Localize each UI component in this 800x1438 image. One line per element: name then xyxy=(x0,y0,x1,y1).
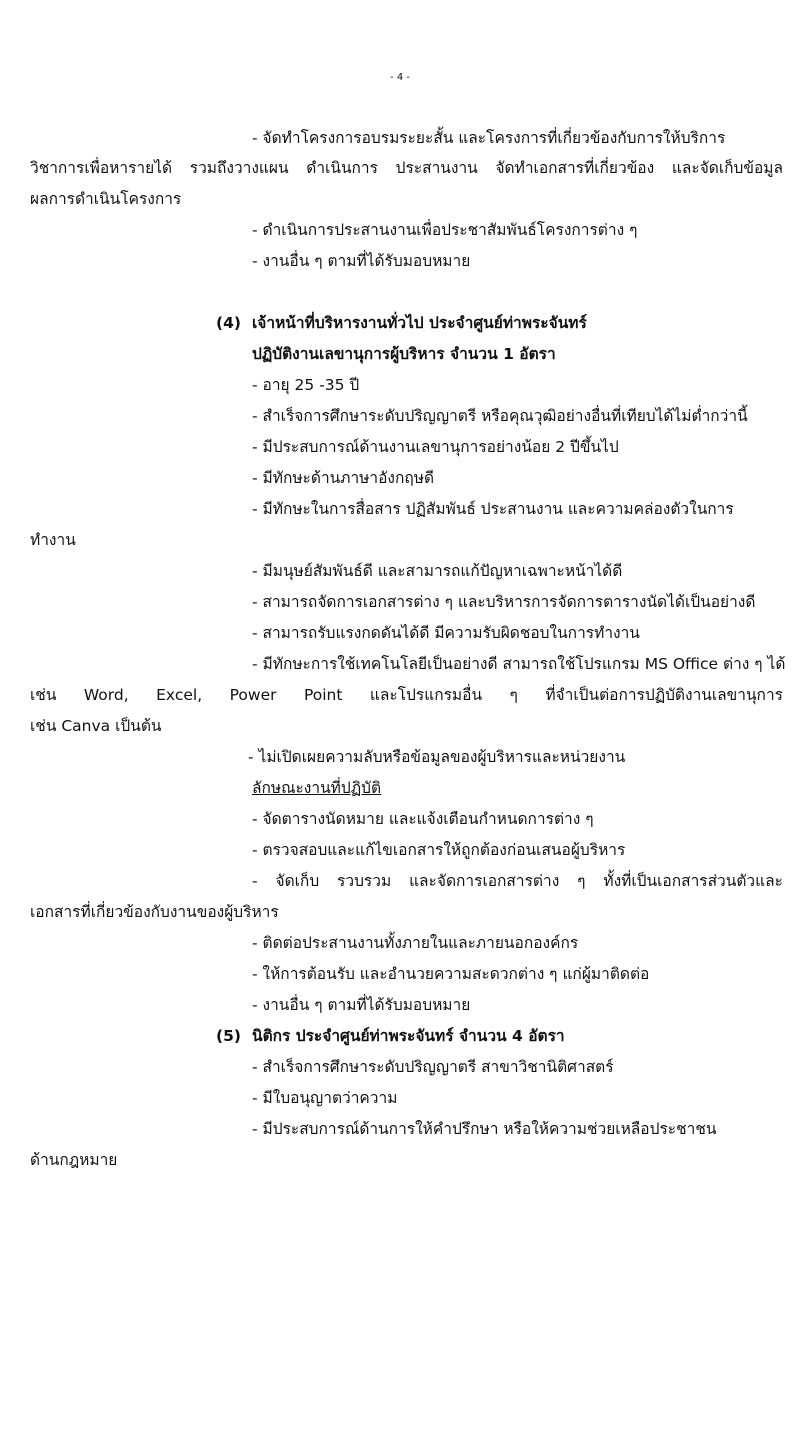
duty-item: - ให้การต้อนรับ และอำนวยความสะดวกต่าง ๆ แก่ผู้มาติดต่อ xyxy=(252,965,650,983)
duty-item-continuation xyxy=(30,158,783,178)
duty-item: - จัดตารางนัดหมาย และแจ้งเตือนกำหนดการต่าง ๆ xyxy=(252,810,594,828)
text-word: ทั้งที่เป็นเอกสารส่วนตัวและ xyxy=(603,872,783,890)
page-number: - 4 - xyxy=(390,72,410,83)
qualification-item: - มีมนุษย์สัมพันธ์ดี และสามารถแก้ปัญหาเฉพาะหน้าได้ดี xyxy=(252,562,623,580)
text-word: - xyxy=(252,872,258,890)
position-title: นิติกร ประจำศูนย์ท่าพระจันทร์ จำนวน 4 อัตรา xyxy=(252,1027,565,1045)
text-word: ประสานงาน xyxy=(395,159,478,177)
qualification-item: - มีใบอนุญาตว่าความ xyxy=(252,1089,398,1107)
position-number: (4) xyxy=(216,314,241,332)
text-word: และโปรแกรมอื่น xyxy=(369,686,483,704)
qualification-item: - มีทักษะในการสื่อสาร ปฏิสัมพันธ์ ประสานงาน และความคล่องตัวในการ xyxy=(252,500,734,518)
text-word: และจัดเก็บข้อมูล xyxy=(671,159,783,177)
text-word: และจัดการเอกสารต่าง xyxy=(409,872,560,890)
qualification-item: - สามารถรับแรงกดดันได้ดี มีความรับผิดชอบในการทำงาน xyxy=(252,624,640,642)
qualification-item: - สามารถจัดการเอกสารต่าง ๆ และบริหารการจัดการตารางนัดได้เป็นอย่างดี xyxy=(252,593,756,611)
duty-item: - งานอื่น ๆ ตามที่ได้รับมอบหมาย xyxy=(252,252,471,270)
duty-item-continuation: เอกสารที่เกี่ยวข้องกับงานของผู้บริหาร xyxy=(30,903,279,921)
text-word: ดำเนินการ xyxy=(306,159,378,177)
duty-item: - งานอื่น ๆ ตามที่ได้รับมอบหมาย xyxy=(252,996,471,1014)
duty-item: - ตรวจสอบและแก้ไขเอกสารให้ถูกต้องก่อนเสนอผู้บริหาร xyxy=(252,841,626,859)
text-word: Excel, xyxy=(156,686,203,704)
text-word: จัดทำเอกสารที่เกี่ยวข้อง xyxy=(495,159,655,177)
qualification-continuation: ด้านกฎหมาย xyxy=(30,1151,118,1169)
qualification-item: - อายุ 25 -35 ปี xyxy=(252,376,360,394)
text-word: วิชาการเพื่อหารายได้ xyxy=(30,159,173,177)
text-word: Point xyxy=(303,686,343,704)
text-word: ที่จำเป็นต่อการปฏิบัติงานเลขานุการ xyxy=(545,686,783,704)
text-word: รวมถึงวางแผน xyxy=(189,159,289,177)
qualification-item: - มีประสบการณ์ด้านการให้คำปรึกษา หรือให้ความช่วยเหลือประชาชน xyxy=(252,1120,717,1138)
duty-item: - ติดต่อประสานงานทั้งภายในและภายนอกองค์กร xyxy=(252,934,579,952)
qualification-continuation: เช่น Canva เป็นต้น xyxy=(30,717,162,735)
qualification-item: - มีทักษะด้านภาษาอังกฤษดี xyxy=(252,469,435,487)
text-word: Power xyxy=(229,686,277,704)
text-word: เช่น xyxy=(30,686,57,704)
position-title: เจ้าหน้าที่บริหารงานทั่วไป ประจำศูนย์ท่าพระจันทร์ xyxy=(252,314,587,332)
text-word: รวบรวม xyxy=(337,872,392,890)
qualification-continuation: ทำงาน xyxy=(30,531,76,549)
duty-item xyxy=(252,871,783,891)
duty-item: - ดำเนินการประสานงานเพื่อประชาสัมพันธ์โครงการต่าง ๆ xyxy=(252,221,638,239)
qualification-item: - สำเร็จการศึกษาระดับปริญญาตรี สาขาวิชานิติศาสตร์ xyxy=(252,1058,614,1076)
text-word: จัดเก็บ xyxy=(275,872,320,890)
text-word: Word, xyxy=(83,686,129,704)
duty-item-continuation: ผลการดำเนินโครงการ xyxy=(30,190,182,208)
qualification-item: - สำเร็จการศึกษาระดับปริญญาตรี หรือคุณวุฒิอย่างอื่นที่เทียบได้ไม่ต่ำกว่านี้ xyxy=(252,407,748,425)
qualification-continuation xyxy=(30,685,783,705)
text-word: ๆ xyxy=(509,686,518,704)
duty-item: - จัดทำโครงการอบรมระยะสั้น และโครงการที่เกี่ยวข้องกับการให้บริการ xyxy=(252,129,726,147)
qualification-item: - มีประสบการณ์ด้านงานเลขานุการอย่างน้อย 2 ปีขึ้นไป xyxy=(252,438,619,456)
position-subtitle: ปฏิบัติงานเลขานุการผู้บริหาร จำนวน 1 อัตรา xyxy=(252,345,556,363)
duties-heading: ลักษณะงานที่ปฏิบัติ xyxy=(252,779,382,797)
position-number: (5) xyxy=(216,1027,241,1045)
qualification-item: - ไม่เปิดเผยความลับหรือข้อมูลของผู้บริหารและหน่วยงาน xyxy=(248,748,626,766)
qualification-item: - มีทักษะการใช้เทคโนโลยีเป็นอย่างดี สามารถใช้โปรแกรม MS Office ต่าง ๆ ได้ xyxy=(252,655,786,673)
text-word: ๆ xyxy=(577,872,586,890)
